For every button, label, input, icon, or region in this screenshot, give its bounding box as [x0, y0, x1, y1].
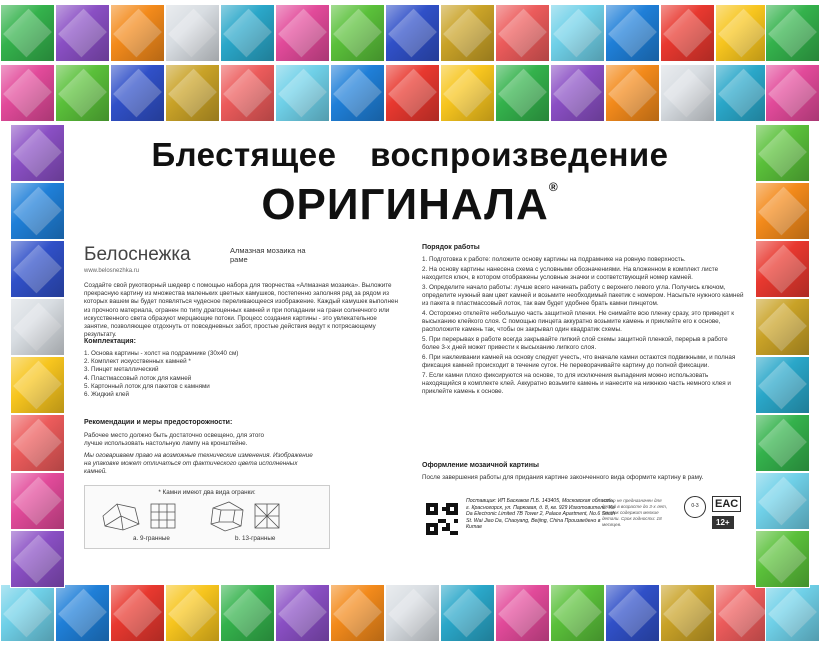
gem-tile	[550, 4, 605, 62]
gem-tile	[275, 584, 330, 642]
kit-heading: Комплектация:	[84, 338, 136, 345]
gem-tile	[10, 124, 65, 182]
gem-tile	[10, 414, 65, 472]
gem-tile	[755, 298, 810, 356]
gem-tile	[715, 4, 770, 62]
cut-label-a: а. 9-гранные	[133, 535, 170, 542]
order-step: 5. При перерывах в работе всегда закрывайте липкий слой схемы защитной пленкой, перерыв в работе более 3-х дней может привести к высыханию липкого слоя.	[422, 335, 728, 352]
gem-tile	[660, 584, 715, 642]
nine-facet-stone-icon	[103, 504, 139, 530]
order-step: 1. Подготовка к работе: положите основу картины на подрамнике на ровную поверхность.	[422, 256, 686, 263]
gem-tile	[55, 4, 110, 62]
gem-tile	[330, 64, 385, 122]
gem-tile	[385, 64, 440, 122]
gem-tile	[10, 472, 65, 530]
recommendations-heading: Рекомендации и меры предосторожности:	[84, 419, 233, 426]
headline-line1: Блестящее воспроизведение	[151, 136, 669, 173]
order-heading: Порядок работы	[422, 244, 480, 251]
kit-list	[84, 350, 238, 399]
gem-tile	[715, 584, 770, 642]
gem-tile	[275, 64, 330, 122]
gem-tile	[765, 4, 820, 62]
gem-tile	[55, 64, 110, 122]
gem-tile	[110, 64, 165, 122]
gem-tile	[110, 584, 165, 642]
kit-item: 4. Пластмассовый лоток для камней	[84, 374, 192, 382]
gem-tile	[0, 584, 55, 642]
gem-tile	[165, 584, 220, 642]
thirteen-facet-grid-icon	[255, 504, 279, 528]
gem-tile	[660, 4, 715, 62]
order-step: 7. Если камни плохо фиксируются на основе, то для исключения выпадения можно использовать находящийся в комплекте клей. Аккуратно возьмите камень и нанесите на нижнюю часть немного клея и приклейте камень к основе.	[422, 371, 731, 396]
gem-tile	[220, 64, 275, 122]
gem-tile	[0, 4, 55, 62]
gem-tile	[755, 182, 810, 240]
gem-tile	[0, 64, 55, 122]
gem-tile	[385, 584, 440, 642]
gem-tile	[755, 124, 810, 182]
cuts-title: * Камни имеют два вида огранки:	[158, 489, 256, 496]
gem-tile	[275, 4, 330, 62]
intro-paragraph: Создайте свой рукотворный шедевр с помощью набора для творчества «Алмазная мозаика». Выложите прекрасную картину из множества маленьких цветных камушков, постепенно заполняя ряд за рядом из которых вашем вы будет появляться чудесное переливающееся изображение. Каждый камушек выполнен из прочного материала, огранен по типу драгоценных камней и при попадании на грани солнечного или искусственного света образуют мерцающие потоки. Процесс создания картины - это увлекательное занятие, позволяющее отдохнуть от повседневных забот, простые действия ведут к потрясающему результату.	[84, 282, 398, 339]
gem-tile	[10, 356, 65, 414]
gem-tile	[755, 240, 810, 298]
cut-label-b: b. 13-гранные	[235, 535, 276, 542]
product-subtitle: Алмазная мозаика на раме	[230, 246, 306, 264]
nine-facet-grid-icon	[151, 504, 175, 528]
gem-tile	[550, 64, 605, 122]
gem-tile	[495, 584, 550, 642]
cuts-box	[84, 485, 330, 549]
cut-diagrams	[95, 498, 319, 534]
gem-tile	[755, 530, 810, 588]
age-rating-badge: 12+	[712, 516, 734, 529]
headline-word: ОРИГИНАЛА	[261, 180, 549, 229]
kit-item: 2. Комплект искусственных камней *	[84, 358, 191, 366]
order-list	[422, 256, 744, 398]
gem-tile	[765, 584, 820, 642]
gem-tile	[605, 584, 660, 642]
gem-tile	[110, 4, 165, 62]
order-step: 3. Определите начало работы: лучше всего начинать работу с верхнего левого угла. Получись ключом, определите нужный вам цвет камней и возьмите необходимый пакетик с номером. Насыпьте нужного камней из пакета в пластмассовый лоток, так вам будет удобнее брать камни пинцетом.	[422, 283, 744, 308]
gem-tile	[660, 64, 715, 122]
frame-heading: Оформление мозаичной картины	[422, 462, 539, 469]
gem-tile	[765, 64, 820, 122]
thirteen-facet-stone-icon	[211, 502, 243, 531]
gem-tile	[10, 240, 65, 298]
disclaimer-note: Мы оговариваем право на возможные технические изменения. Изображение на упаковке может отличаться от фактического цвета исполненных камней.	[84, 452, 313, 476]
order-step: 2. На основу картины нанесена схема с условными обозначениями. На вложенном в комплект листе находится ключ, в котором отображены условные значки и соответствующий номер камней.	[422, 265, 719, 281]
gem-tile	[440, 64, 495, 122]
gem-tile	[605, 64, 660, 122]
gem-tile	[165, 64, 220, 122]
gem-tile	[220, 584, 275, 642]
recommendations-text: Рабочее место должно быть достаточно освещено, для этого лучше использовать настольную лампу на кронштейне.	[84, 432, 265, 448]
gem-tile	[495, 64, 550, 122]
gem-tile	[755, 414, 810, 472]
frame-text: После завершения работы для придания картине законченного вида оформите картину в раму.	[422, 474, 704, 481]
brand-url: www.belosnezhka.ru	[84, 268, 140, 274]
kit-item: 3. Пинцет металлический	[84, 366, 159, 374]
gem-tile	[550, 584, 605, 642]
gem-tile	[440, 584, 495, 642]
gem-tile	[755, 472, 810, 530]
registered-mark: ®	[548, 180, 559, 194]
gem-tile	[755, 356, 810, 414]
gem-tile	[220, 4, 275, 62]
kit-item: 1. Основа картины - холст на подрамнике (30х40 см)	[84, 350, 239, 357]
kit-item: 6. Жидкий клей	[84, 391, 130, 399]
gem-tile	[10, 182, 65, 240]
gem-tile	[10, 298, 65, 356]
age-warning-icon: 0-3	[684, 496, 706, 518]
gem-tile	[715, 64, 770, 122]
safety-note: Набор не предназначен для детей в возрасте до 3-х лет, так как содержит мелкие детали. Срок годности: 18 месяцев.	[602, 498, 668, 527]
gem-tile	[55, 584, 110, 642]
brand-logo: Белоснежка	[84, 244, 191, 265]
gem-tile	[440, 4, 495, 62]
order-step: 6. При наклеивании камней на основу следует учесть, что вначале камни остаются подвижными, и полная фиксация камней происходит в течение суток. Не переворачивайте картину до полной фиксации.	[422, 353, 736, 369]
gem-tile	[330, 584, 385, 642]
gem-tile	[605, 4, 660, 62]
qr-code-icon	[426, 503, 458, 535]
gem-tile	[330, 4, 385, 62]
gem-tile	[165, 4, 220, 62]
supplier-info: Поставщик: ИП Баскаков П.Б. 143405, Московская область, г. Красногорск, ул. Парковая, д. 8, кв. 929 Изготовитель: Ke Da Electronic Limited 7B Tower 2, Palace Apartment, No.6 South St. Wai Jiao Da, Chaoyang, Beijing, China Произведено в Китае	[466, 498, 616, 531]
instructions-panel	[72, 124, 748, 554]
kit-item: 5. Картонный лоток для пакетов с камнями	[84, 382, 210, 390]
gem-tile	[495, 4, 550, 62]
gem-tile	[10, 530, 65, 588]
headline-line2	[72, 180, 748, 230]
order-step: 4. Осторожно отклейте небольшую часть защитной пленки. Не снимайте всю пленку сразу, это приведет к высыханию клейкого слоя. С помощью пинцета аккуратно возьмите камень и приклейте его к основе, расположите камень так, чтобы он закрывал один квадратик схемы.	[422, 309, 734, 334]
eac-mark: EAC	[712, 496, 741, 512]
gem-tile	[385, 4, 440, 62]
